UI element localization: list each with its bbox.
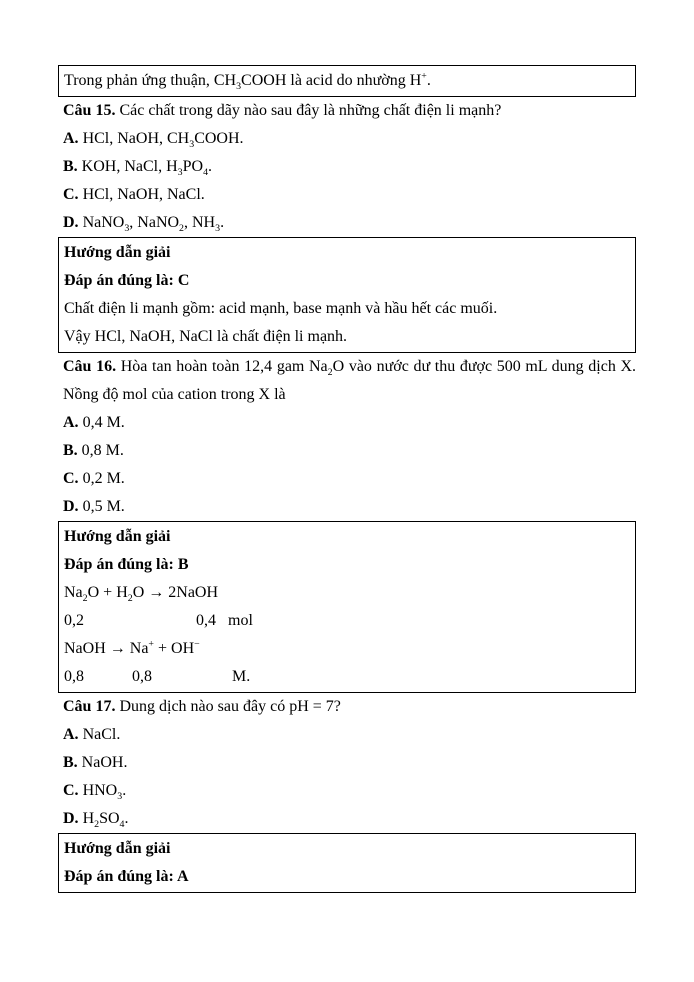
option-label: D. bbox=[63, 498, 79, 515]
solution-box-17 bbox=[58, 833, 636, 893]
option-label: B. bbox=[63, 442, 78, 459]
solution-line: Vậy HCl, NaOH, NaCl là chất điện li mạnh. bbox=[64, 328, 348, 345]
question-block-16 bbox=[58, 353, 636, 693]
document-content bbox=[58, 65, 636, 893]
question-block-17 bbox=[58, 693, 636, 893]
option-label: C. bbox=[63, 782, 79, 799]
solution-answer: Đáp án đúng là: A bbox=[64, 868, 189, 885]
option-row-b bbox=[58, 437, 636, 465]
solution-equation: $Na_2O + H_2O$ → 2NaOH bbox=[64, 584, 219, 605]
option-label: A. bbox=[63, 726, 79, 743]
option-label: A. bbox=[63, 130, 79, 147]
option-text: $H_2SO_4$. bbox=[78, 810, 129, 831]
solution-title: Hướng dẫn giải bbox=[64, 528, 171, 545]
option-row-d bbox=[58, 493, 636, 521]
option-text: NaNO$_3$, NaNO$_2$, $NH_3$. bbox=[78, 214, 225, 235]
solution-answer: Đáp án đúng là: B bbox=[64, 556, 189, 573]
option-label: B. bbox=[63, 754, 78, 771]
option-label: A. bbox=[63, 414, 79, 431]
option-label: C. bbox=[63, 470, 79, 487]
option-row-d bbox=[58, 805, 636, 833]
option-label: D. bbox=[63, 810, 79, 827]
question-text: Dung dịch nào sau đây có pH = 7? bbox=[115, 698, 341, 715]
solution-box-16 bbox=[58, 521, 636, 693]
question-number: Câu 16. bbox=[63, 358, 117, 375]
solution-title: Hướng dẫn giải bbox=[64, 840, 171, 857]
solution-mole-values: 0,8 0,8 M. bbox=[64, 668, 251, 685]
option-text: KOH, NaCl, $H_3PO_4$. bbox=[77, 158, 213, 179]
option-text: 0,2 M. bbox=[78, 470, 125, 487]
solution-mole-values: 0,2 0,4 mol bbox=[64, 612, 253, 629]
option-row-c bbox=[58, 777, 636, 805]
option-text: $HNO_3$. bbox=[78, 782, 127, 803]
option-row-a bbox=[58, 721, 636, 749]
question-number: Câu 17. bbox=[63, 698, 116, 715]
option-text: 0,4 M. bbox=[78, 414, 125, 431]
option-text: 0,5 M. bbox=[78, 498, 125, 515]
option-label: D. bbox=[63, 214, 79, 231]
option-text: HCl, NaOH, NaCl. bbox=[78, 186, 205, 203]
question-text: Các chất trong dãy nào sau đây là những chất điện li mạnh? bbox=[115, 102, 502, 119]
option-row-c bbox=[58, 465, 636, 493]
option-label: C. bbox=[63, 186, 79, 203]
solution-box-15 bbox=[58, 237, 636, 353]
question-block-15 bbox=[58, 97, 636, 353]
intro-text: Trong phản ứng thuận, $CH_3COOH$ là acid do nhường H+. bbox=[64, 70, 431, 93]
solution-line: Chất điện li mạnh gồm: acid mạnh, base mạnh và hầu hết các muối. bbox=[64, 300, 498, 317]
question-number: Câu 15. bbox=[63, 102, 116, 119]
option-text: 0,8 M. bbox=[77, 442, 124, 459]
option-text: NaCl. bbox=[78, 726, 121, 743]
option-row-a bbox=[58, 125, 636, 153]
option-label: B. bbox=[63, 158, 78, 175]
option-row-d bbox=[58, 209, 636, 237]
option-row-b bbox=[58, 153, 636, 181]
solution-title: Hướng dẫn giải bbox=[64, 244, 171, 261]
question-paragraph bbox=[58, 97, 636, 125]
option-row-a bbox=[58, 409, 636, 437]
option-row-c bbox=[58, 181, 636, 209]
question-text: Hòa tan hoàn toàn 12,4 gam $Na_2O$ vào nước dư thu được 500 mL dung dịch X. Nồng độ mol của cation trong X là bbox=[63, 358, 637, 403]
question-paragraph bbox=[58, 353, 636, 409]
option-text: NaOH. bbox=[77, 754, 128, 771]
option-row-b bbox=[58, 749, 636, 777]
solution-answer: Đáp án đúng là: C bbox=[64, 272, 190, 289]
intro-solution-box bbox=[58, 65, 636, 97]
solution-equation: NaOH → Na+ + OH− bbox=[64, 638, 200, 657]
question-paragraph bbox=[58, 693, 636, 721]
option-text: HCl, NaOH, $CH_3COOH$. bbox=[78, 130, 244, 151]
